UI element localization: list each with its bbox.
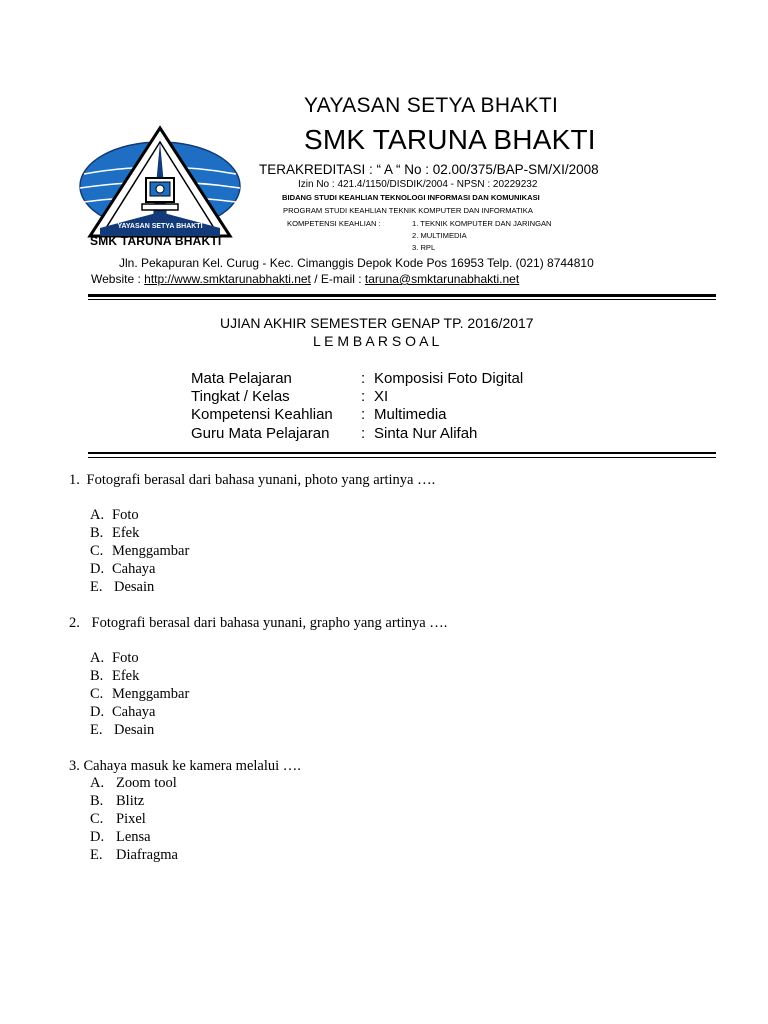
school-name: SMK TARUNA BHAKTI	[304, 124, 596, 155]
option-text: Menggambar	[112, 686, 190, 702]
option-text: Cahaya	[112, 561, 156, 577]
study-program: PROGRAM STUDI KEAHLIAN TEKNIK KOMPUTER DAN INFORMATIKA	[283, 206, 533, 215]
info-label: Guru Mata Pelajaran	[191, 425, 330, 442]
competency-item: 3. RPL	[412, 243, 436, 252]
info-value: Sinta Nur Alifah	[374, 425, 478, 442]
option-letter: D.	[90, 704, 105, 720]
question-text: Fotografi berasal dari bahasa yunani, grapho yang artinya ….	[91, 615, 448, 631]
option-text: Cahaya	[112, 704, 156, 720]
option-text: Blitz	[116, 793, 145, 809]
option-text: Foto	[112, 650, 139, 666]
info-label: Mata Pelajaran	[191, 370, 292, 387]
option-letter: A.	[90, 650, 105, 666]
competency-label: KOMPETENSI KEAHLIAN :	[287, 219, 381, 228]
option-text: Desain	[114, 722, 155, 738]
question-text: Fotografi berasal dari bahasa yunani, photo yang artinya ….	[86, 472, 436, 488]
option-text: Foto	[112, 507, 139, 523]
question-text: Cahaya masuk ke kamera melalui ….	[83, 758, 301, 774]
permit-number: Izin No : 421.4/1150/DISDIK/2004 - NPSN : 20229232	[298, 179, 538, 190]
option-letter: B.	[90, 793, 104, 809]
info-label: Kompetensi Keahlian	[191, 406, 333, 423]
option-text: Lensa	[116, 829, 151, 845]
option-letter: E.	[90, 722, 103, 738]
question-number: 2.	[69, 615, 80, 631]
question-number: 3.	[69, 758, 80, 774]
header-divider-thin	[88, 299, 716, 300]
info-divider-thin	[88, 457, 716, 458]
header-divider-thick	[88, 294, 716, 297]
info-label: Tingkat / Kelas	[191, 388, 290, 405]
email-label: / E-mail :	[310, 272, 365, 286]
option-letter: D.	[90, 561, 105, 577]
option-text: Zoom tool	[116, 775, 177, 791]
exam-subtitle: L E M B A R S O A L	[313, 333, 440, 349]
option-text: Diafragma	[116, 847, 178, 863]
contact-line	[91, 272, 519, 286]
option-letter: C.	[90, 686, 104, 702]
info-separator: :	[361, 406, 366, 423]
school-address: Jln. Pekapuran Kel. Curug - Kec. Cimanggis Depok Kode Pos 16953 Telp. (021) 8744810	[119, 256, 594, 270]
option-letter: B.	[90, 525, 104, 541]
field-of-study: BIDANG STUDI KEAHLIAN TEKNOLOGI INFORMASI DAN KOMUNIKASI	[282, 193, 540, 202]
info-separator: :	[361, 425, 366, 442]
school-logo	[78, 124, 244, 250]
info-separator: :	[361, 388, 366, 405]
info-value: XI	[374, 388, 389, 405]
info-value: Multimedia	[374, 406, 447, 423]
option-letter: A.	[90, 507, 105, 523]
foundation-name: YAYASAN SETYA BHAKTI	[304, 94, 559, 117]
website-label: Website :	[91, 272, 145, 286]
option-text: Pixel	[116, 811, 146, 827]
option-text: Efek	[112, 668, 140, 684]
option-text: Efek	[112, 525, 140, 541]
option-letter: E.	[90, 579, 103, 595]
question-1	[69, 472, 435, 489]
accreditation: TERAKREDITASI : “ A “ No : 02.00/375/BAP-SM/XI/2008	[259, 162, 599, 177]
logo-caption: SMK TARUNA BHAKTI	[90, 234, 222, 248]
option-text: Desain	[114, 579, 155, 595]
question-2	[69, 615, 447, 632]
competency-item: 2. MULTIMEDIA	[412, 231, 467, 240]
option-letter: E.	[90, 847, 103, 863]
option-letter: A.	[90, 775, 105, 791]
option-letter: C.	[90, 543, 104, 559]
question-3	[69, 758, 301, 775]
info-value: Komposisi Foto Digital	[374, 370, 524, 387]
competency-item: 1. TEKNIK KOMPUTER DAN JARINGAN	[412, 219, 552, 228]
email-link[interactable]: taruna@smktarunabhakti.net	[364, 272, 520, 286]
logo-banner-text: YAYASAN SETYA BHAKTI	[117, 223, 203, 230]
option-letter: C.	[90, 811, 104, 827]
question-number: 1.	[69, 472, 80, 488]
exam-title: UJIAN AKHIR SEMESTER GENAP TP. 2016/2017	[220, 315, 534, 331]
option-letter: B.	[90, 668, 104, 684]
info-divider-thick	[88, 452, 716, 454]
info-separator: :	[361, 370, 366, 387]
logo-emblem	[78, 124, 244, 250]
option-text: Menggambar	[112, 543, 190, 559]
option-letter: D.	[90, 829, 105, 845]
website-link[interactable]: http://www.smktarunabhakti.net	[144, 272, 311, 286]
